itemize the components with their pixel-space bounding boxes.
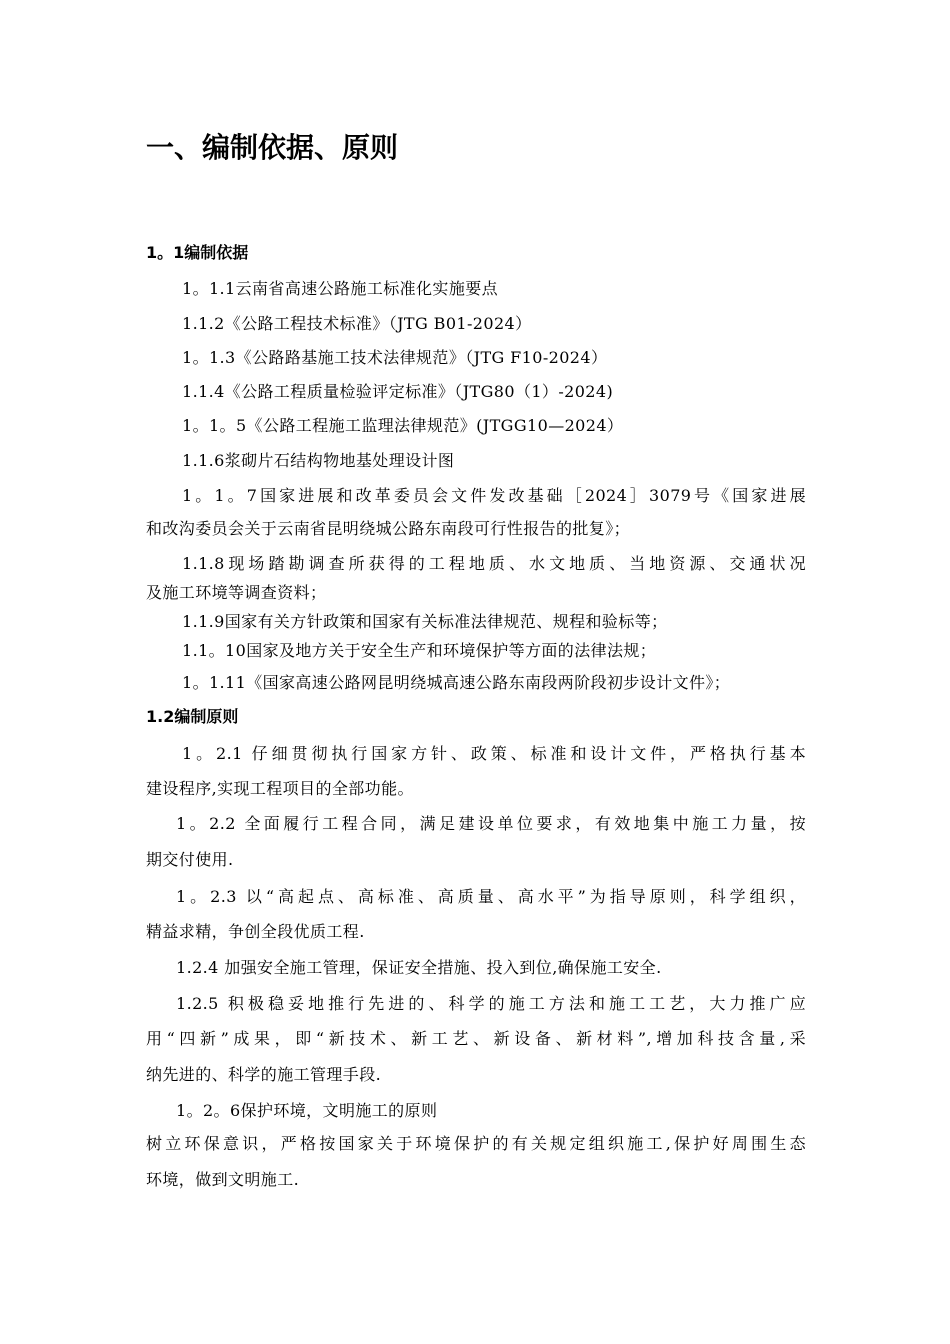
page-title: 一、编制依据、原则	[146, 131, 399, 164]
basis-item-continued: 和改沟委员会关于云南省昆明绕城公路东南段可行性报告的批复》；	[146, 519, 631, 538]
section-heading-principles: 1.2编制原则	[146, 707, 239, 726]
principle-item: 1.2.4 加强安全施工管理，保证安全措施、投入到位,确保施工安全.	[176, 958, 662, 977]
section-heading-basis: 1。1编制依据	[146, 243, 249, 262]
basis-item: 1.1.9国家有关方针政策和国家有关标准法律规范、规程和验标等；	[182, 612, 668, 631]
principle-item-continued: 用“四新”成果，即“新技术、新工艺、新设备、新材料”,增加科技含量,采	[146, 1029, 806, 1048]
basis-item: 1。1.3《公路路基施工技术法律规范》（JTG F10-2024）	[182, 348, 608, 367]
principle-item: 1。2.2 全面履行工程合同，满足建设单位要求，有效地集中施工力量，按	[176, 814, 806, 833]
basis-item: 1.1.4《公路工程质量检验评定标准》（JTG80（1）-2024)	[182, 382, 614, 401]
basis-item: 1。1.11《国家高速公路网昆明绕城高速公路东南段两阶段初步设计文件》；	[182, 673, 731, 692]
principle-item-continued: 环境，做到文明施工.	[146, 1170, 300, 1189]
basis-item: 1。1。5《公路工程施工监理法律规范》(JTGG10—2024）	[182, 416, 624, 435]
basis-item: 1.1.6浆砌片石结构物地基处理设计图	[182, 451, 455, 470]
basis-item: 1。1。7国家进展和改革委员会文件发改基础［2024］3079号《国家进展	[182, 486, 806, 505]
basis-item: 1。1.1云南省高速公路施工标准化实施要点	[182, 279, 499, 298]
principle-item: 1.2.5 积极稳妥地推行先进的、科学的施工方法和施工工艺，大力推广应	[176, 994, 806, 1013]
principle-item-continued: 建设程序,实现工程项目的全部功能。	[146, 779, 414, 798]
principle-item: 1。2.1 仔细贯彻执行国家方针、政策、标准和设计文件，严格执行基本	[182, 744, 806, 763]
principle-item-continued: 纳先进的、科学的施工管理手段.	[146, 1065, 382, 1084]
principle-item-continued: 精益求精，争创全段优质工程.	[146, 922, 365, 941]
basis-item: 1.1.8现场踏勘调查所获得的工程地质、水文地质、当地资源、交通状况	[182, 554, 806, 573]
principle-item: 1。2。6保护环境，文明施工的原则	[176, 1101, 438, 1120]
basis-item: 1.1.2《公路工程技术标准》（JTG B01-2024）	[182, 314, 532, 333]
principle-item: 1。2.3 以“高起点、高标准、高质量、高水平”为指导原则，科学组织，	[176, 887, 806, 906]
basis-item-continued: 及施工环境等调查资料；	[146, 583, 327, 602]
principle-item-continued: 期交付使用.	[146, 850, 234, 869]
basis-item: 1.1。10国家及地方关于安全生产和环境保护等方面的法律法规；	[182, 641, 657, 660]
principle-item-continued: 树立环保意识，严格按国家关于环境保护的有关规定组织施工,保护好周围生态	[146, 1134, 806, 1153]
